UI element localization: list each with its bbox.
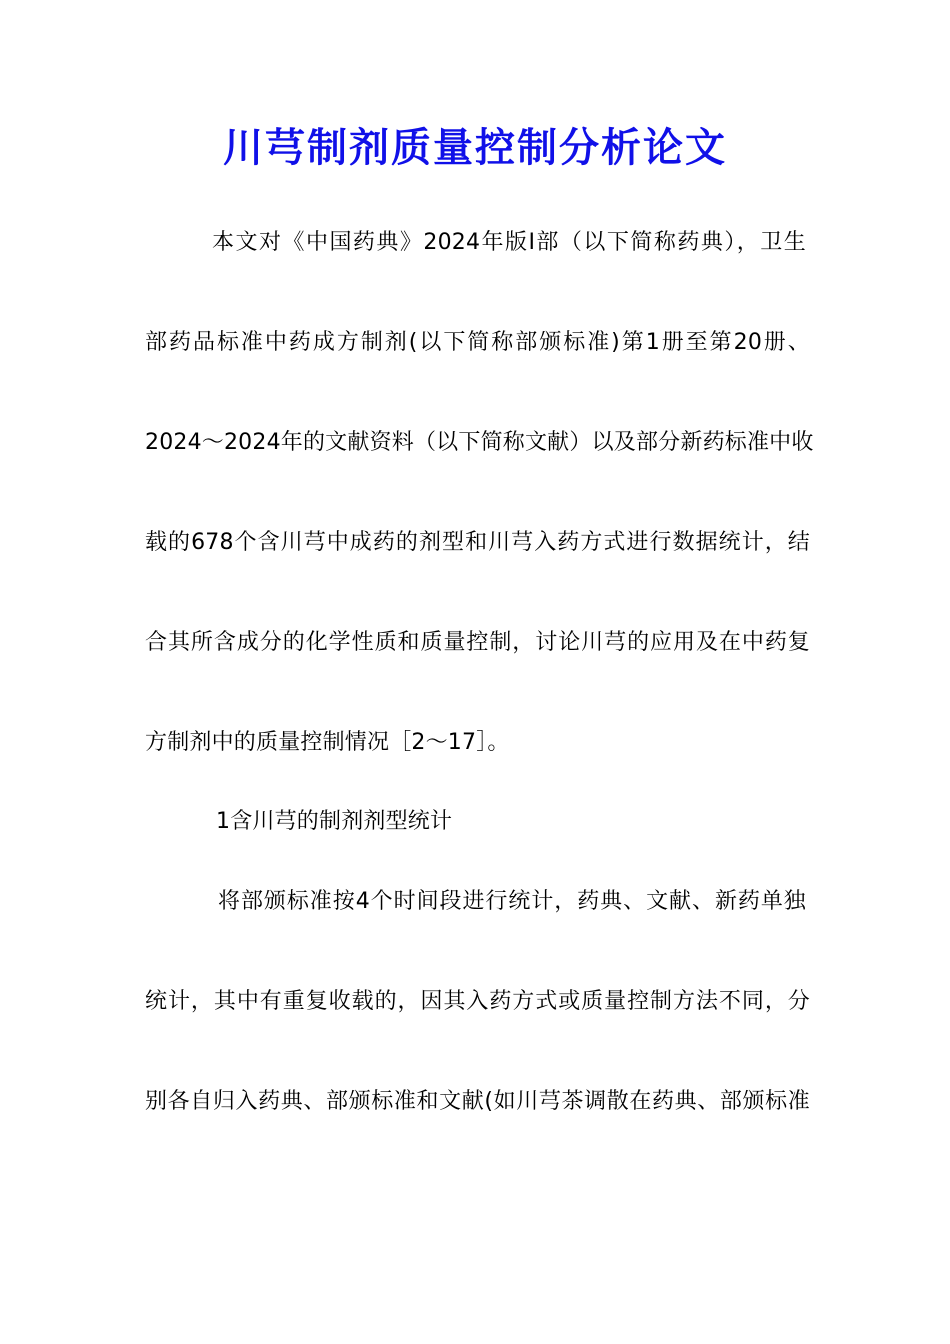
paragraph-1-line-1: 本文对《中国药典》2024年版Ⅰ部（以下简称药典），卫生 — [212, 230, 806, 255]
paragraph-1-line-2: 部药品标准中药成方制剂(以下简称部颁标准)第1册至第20册、 — [145, 330, 810, 355]
paragraph-2-line-3: 别各自归入药典、部颁标准和文献(如川芎茶调散在药典、部颁标准 — [145, 1089, 810, 1114]
paragraph-1-line-5: 合其所含成分的化学性质和质量控制，讨论川芎的应用及在中药复 — [145, 630, 810, 655]
paragraph-2-line-2: 统计，其中有重复收载的，因其入药方式或质量控制方法不同，分 — [145, 989, 810, 1014]
section-heading: 1含川芎的制剂剂型统计 — [216, 809, 453, 834]
paragraph-2-line-1: 将部颁标准按4个时间段进行统计，药典、文献、新药单独 — [218, 889, 806, 914]
paragraph-1-line-6: 方制剂中的质量控制情况［2～17］。 — [145, 730, 510, 755]
paragraph-1-line-3: 2024～2024年的文献资料（以下简称文献）以及部分新药标准中收 — [145, 430, 814, 455]
document-title: 川芎制剂质量控制分析论文 — [223, 124, 727, 171]
paragraph-1-line-4: 载的678个含川芎中成药的剂型和川芎入药方式进行数据统计，结 — [145, 530, 810, 555]
